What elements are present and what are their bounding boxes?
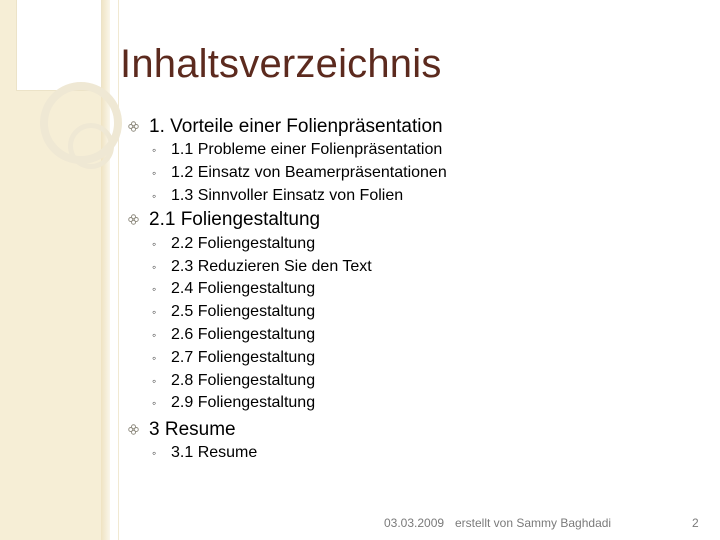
list-item-label: 1.2 Einsatz von Beamerpräsentationen	[171, 164, 447, 181]
small-ring-bullet-icon: ◦	[152, 374, 157, 388]
footer-page-number: 2	[692, 516, 699, 530]
small-ring-bullet-icon: ◦	[152, 396, 157, 410]
wingding-flower-bullet-icon	[128, 121, 139, 132]
section-label: 1. Vorteile einer Folienpräsentation	[149, 116, 443, 137]
list-item-label: 2.2 Foliengestaltung	[171, 235, 316, 252]
footer-date: 03.03.2009	[384, 516, 445, 530]
list-item-label: 2.4 Foliengestaltung	[171, 280, 316, 297]
list-item-label: 2.7 Foliengestaltung	[171, 349, 316, 366]
small-ring-bullet-icon: ◦	[152, 260, 157, 274]
list-item-label: 2.9 Foliengestaltung	[171, 394, 316, 411]
wingding-flower-bullet-icon	[128, 424, 139, 435]
small-ring-bullet-icon: ◦	[152, 305, 157, 319]
list-item-label: 2.5 Foliengestaltung	[171, 303, 316, 320]
footer-author: erstellt von Sammy Baghdadi	[455, 516, 612, 530]
list-item-label: 2.6 Foliengestaltung	[171, 326, 316, 343]
list-item-label: 3.1 Resume	[171, 444, 258, 461]
list-item-label: 2.3 Reduzieren Sie den Text	[171, 258, 372, 275]
small-ring-bullet-icon: ◦	[152, 143, 157, 157]
small-ring-bullet-icon: ◦	[152, 189, 157, 203]
section-label: 2.1 Foliengestaltung	[149, 209, 321, 230]
decorative-ring-small	[68, 123, 114, 169]
decorative-divider-line	[118, 0, 119, 540]
slide-title: Inhaltsverzeichnis	[120, 42, 442, 86]
list-item-label: 2.8 Foliengestaltung	[171, 372, 316, 389]
small-ring-bullet-icon: ◦	[152, 446, 157, 460]
section-label: 3 Resume	[149, 419, 236, 440]
small-ring-bullet-icon: ◦	[152, 282, 157, 296]
wingding-flower-bullet-icon	[128, 214, 139, 225]
small-ring-bullet-icon: ◦	[152, 328, 157, 342]
small-ring-bullet-icon: ◦	[152, 166, 157, 180]
small-ring-bullet-icon: ◦	[152, 351, 157, 365]
decorative-band-edge	[101, 0, 110, 540]
list-item-label: 1.3 Sinnvoller Einsatz von Folien	[171, 187, 404, 204]
list-item-label: 1.1 Probleme einer Folienpräsentation	[171, 141, 443, 158]
small-ring-bullet-icon: ◦	[152, 237, 157, 251]
decorative-card	[16, 0, 102, 91]
